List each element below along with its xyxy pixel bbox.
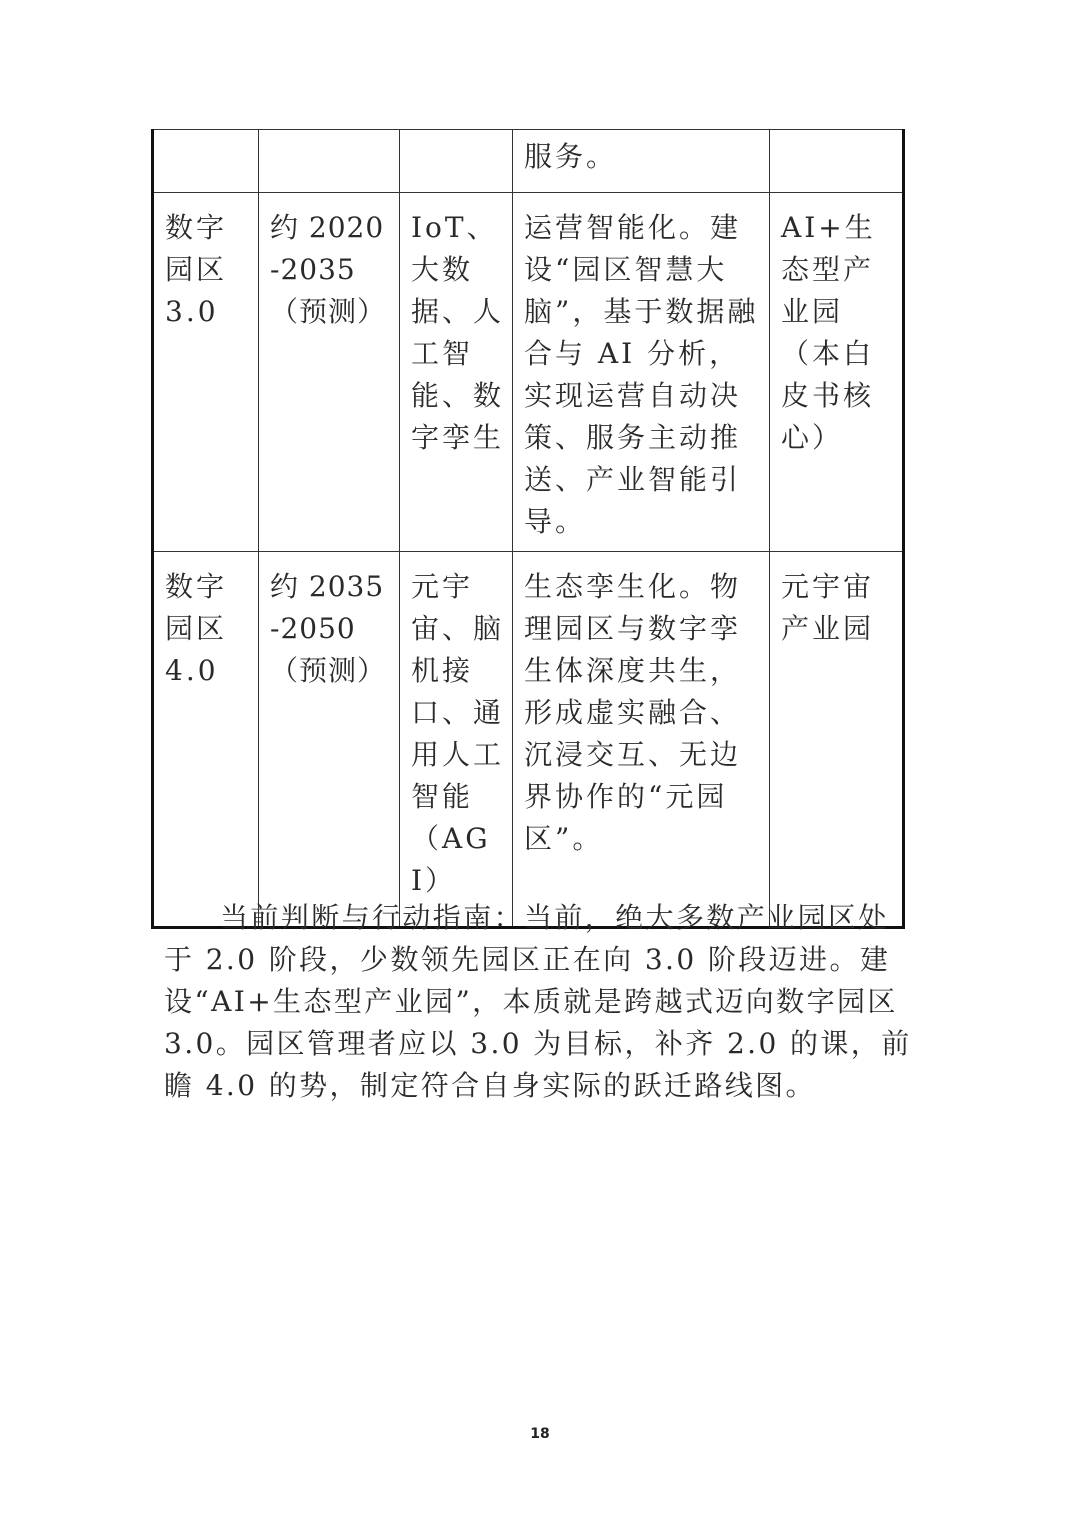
cell-period: 约 2020-2035 （预测）	[259, 193, 400, 552]
cell-tech: 元宇宙、脑机接口、通用人工智能（AGI）	[400, 552, 513, 928]
cell-period	[259, 130, 400, 193]
cell-position: AI+生态型产业园（本白皮书核心）	[770, 193, 904, 552]
table-row-park-3	[153, 193, 904, 552]
cell-stage	[153, 130, 259, 193]
cell-features: 运营智能化。建设“园区智慧大脑”，基于数据融合与 AI 分析，实现运营自动决策、服务主动推送、产业智能引导。	[513, 193, 770, 552]
cell-features: 生态孪生化。物理园区与数字孪生体深度共生，形成虚实融合、沉浸交互、无边界协作的“元园区”。	[513, 552, 770, 928]
cell-tech	[400, 130, 513, 193]
cell-position	[770, 130, 904, 193]
guidance-paragraph: 当前判断与行动指南：当前，绝大多数产业园区处于 2.0 阶段，少数领先园区正在向 3.0 阶段迈进。建设“AI+生态型产业园”，本质就是跨越式迈向数字园区 3.0。园区管理者应以 3.0 为目标，补齐 2.0 的课，前瞻 4.0 的势，制定符合自身实际的跃迁路线图。	[164, 901, 912, 1102]
table-row-continued	[153, 130, 904, 193]
cell-position: 元宇宙产业园	[770, 552, 904, 928]
page-number: 18	[530, 1426, 550, 1442]
cell-stage: 数字园区4.0	[153, 552, 259, 928]
cell-features: 服务。	[513, 130, 770, 193]
park-generations-table	[151, 129, 905, 929]
cell-tech: IoT、大数据、人工智能、数字孪生	[400, 193, 513, 552]
cell-period: 约 2035-2050 （预测）	[259, 552, 400, 928]
cell-stage: 数字园区3.0	[153, 193, 259, 552]
table-row-park-4	[153, 552, 904, 928]
